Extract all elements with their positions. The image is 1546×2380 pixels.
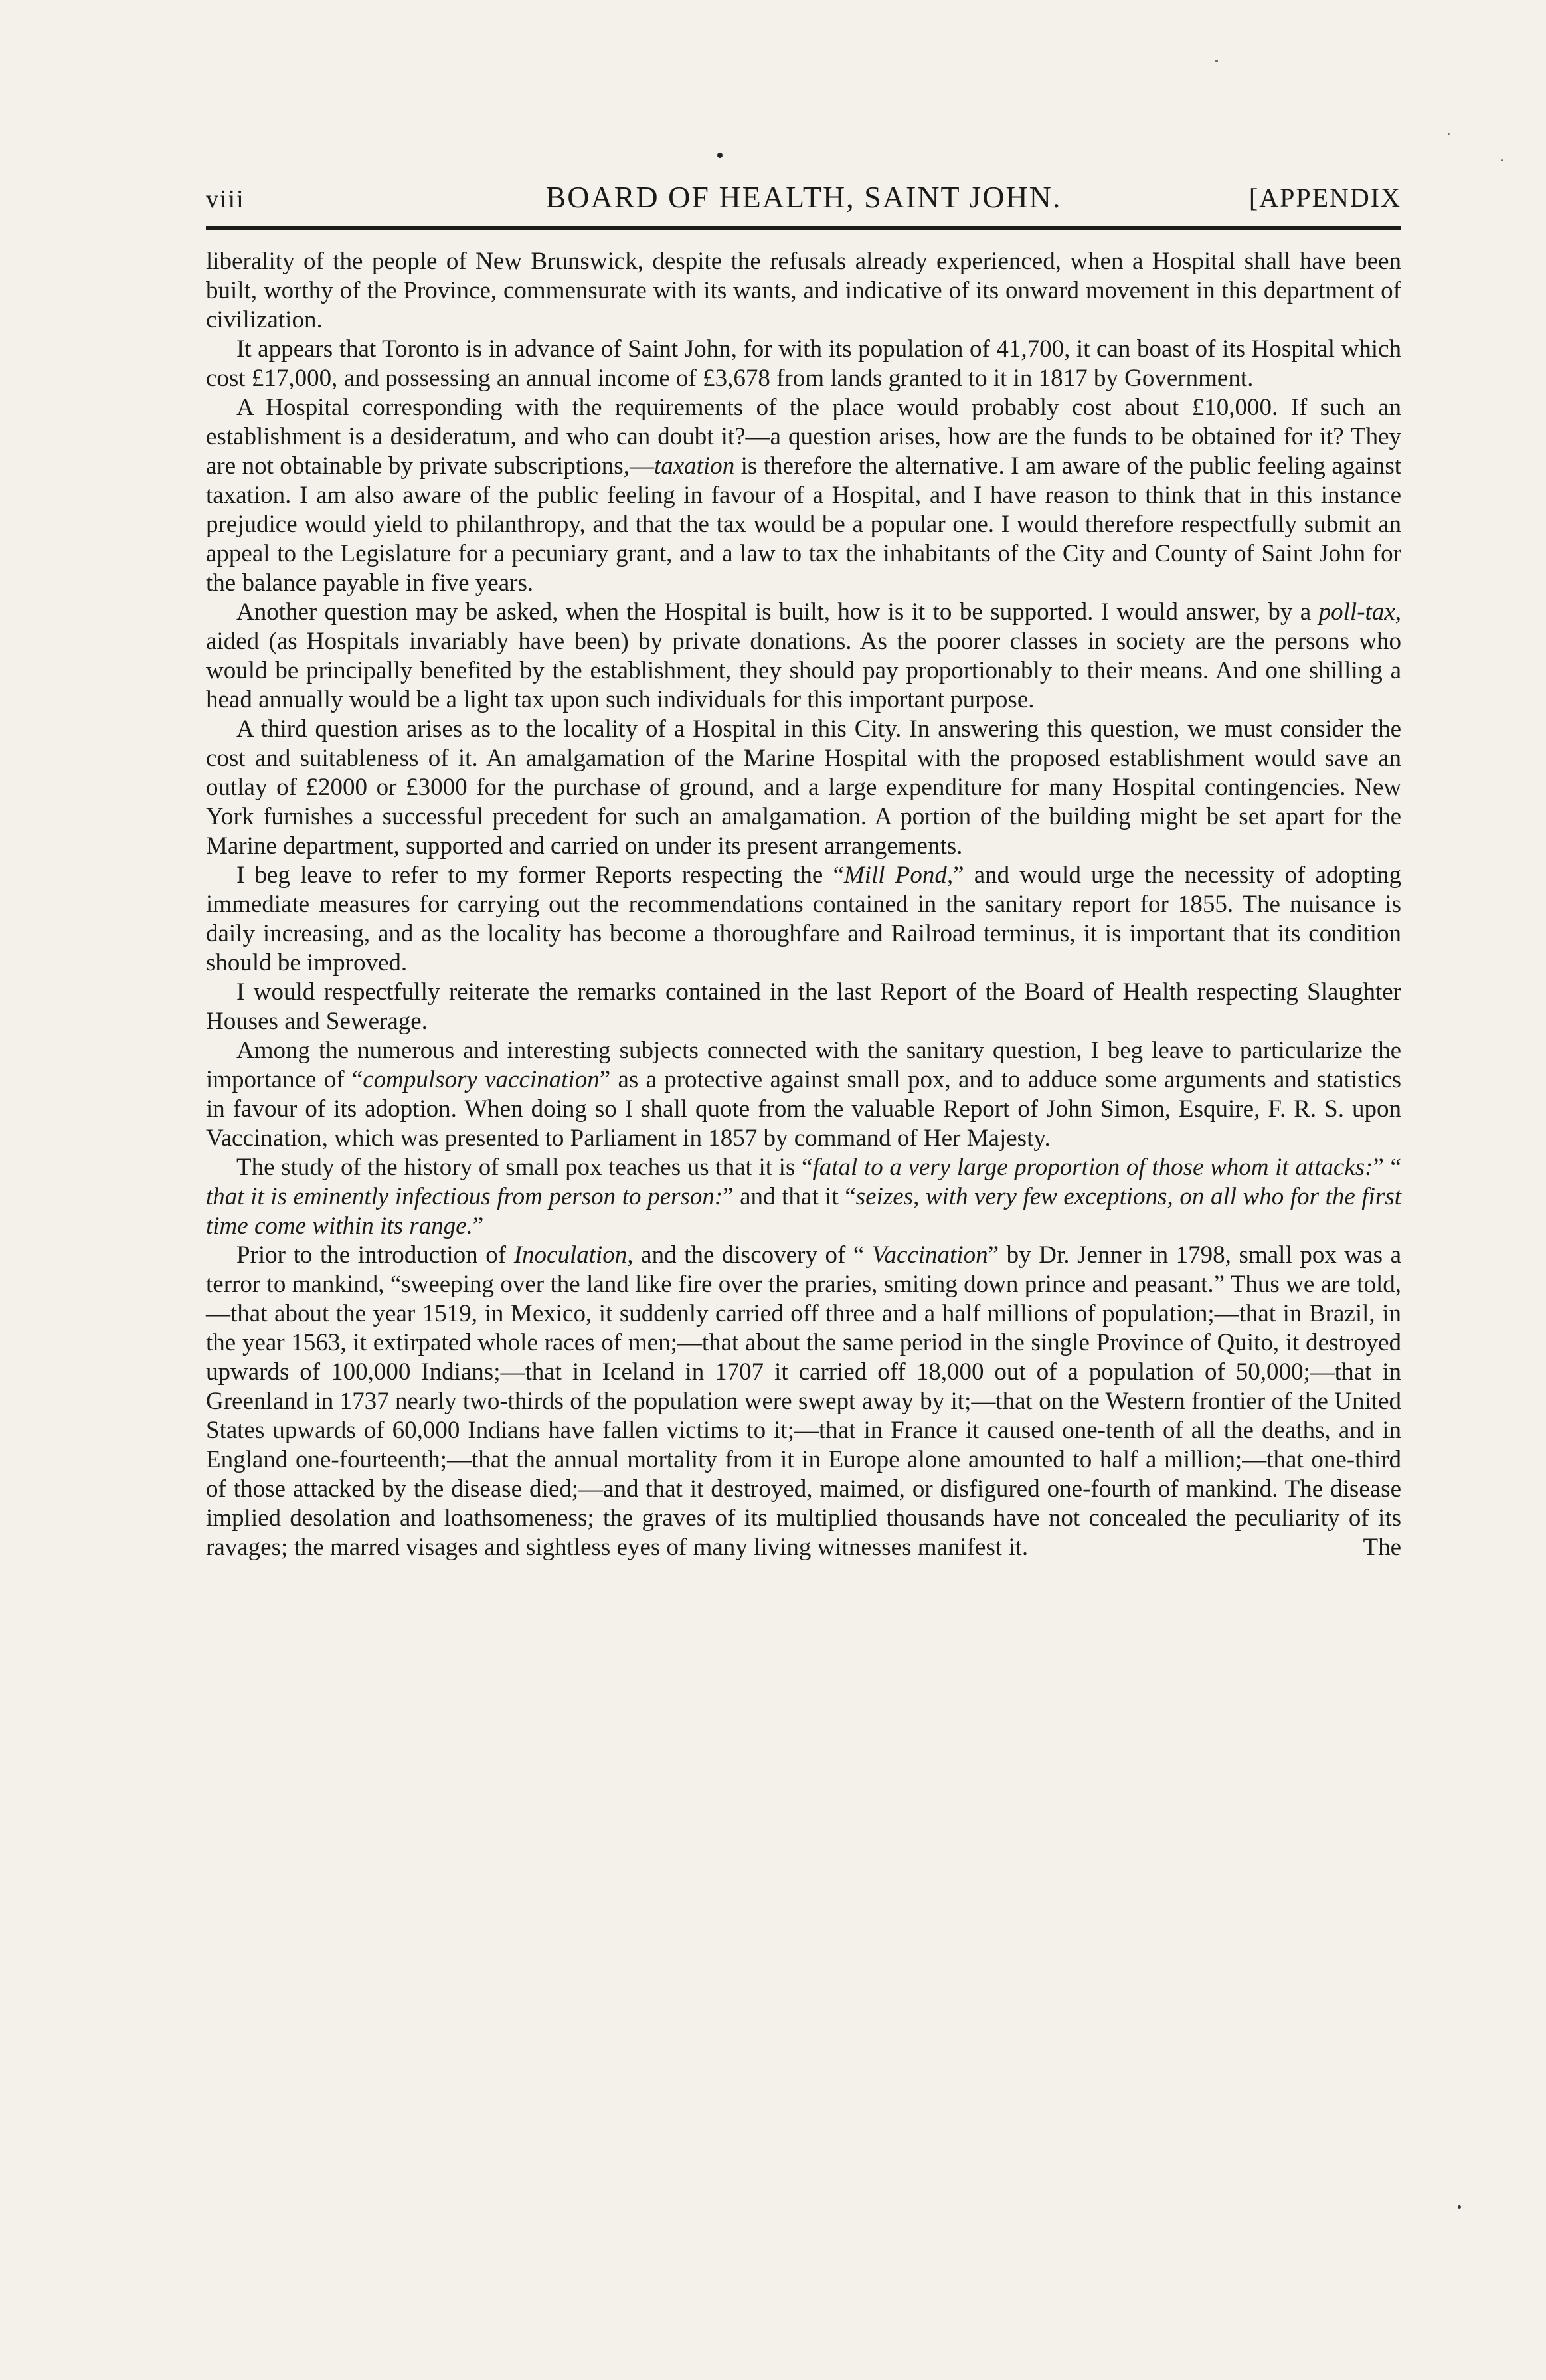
- text-run: It appears that Toronto is in advance of Saint John, for with its population of 41,700, it can boast of its Hospital which cost £17,000, and possessing an annual income of £3,678 from lands granted to it in 1817 by Government.: [206, 335, 1401, 392]
- italic-text: Inoculation,: [513, 1241, 634, 1269]
- running-title: BOARD OF HEALTH, SAINT JOHN.: [545, 180, 1062, 214]
- scan-speck: [1448, 133, 1450, 135]
- text-run: The study of the history of small pox teaches us that it is “: [236, 1154, 813, 1181]
- header-rule: [206, 226, 1401, 230]
- paragraph: [206, 978, 1401, 1036]
- text-run: Another question may be asked, when the Hospital is built, how is it to be supported. I would answer, by a: [236, 598, 1319, 626]
- text-run: A third question arises as to the locality of a Hospital in this City. In answering this question, we must consider the cost and suitableness of it. An amalgamation of the Marine Hospital with the proposed establishment would save an outlay of £2000 or £3000 for the purchase of ground, and a large expenditure for many Hospital contingencies. New York furnishes a successful precedent for such an amalgamation. A portion of the building might be set apart for the Marine department, supported and carried on under its present arrangements.: [206, 715, 1401, 860]
- paragraph: [206, 1241, 1401, 1562]
- paragraph: [206, 715, 1401, 861]
- paragraph: [206, 247, 1401, 335]
- paragraph: [206, 598, 1401, 715]
- paragraph: [206, 393, 1401, 598]
- text-run: A Hospital corresponding with the requirements of the place would probably cost about £10,000. If such an establishment is a desideratum, and who can doubt it?—a question arises, how are the funds to be obtained for it? They are not obtainable by private subscriptions,—: [206, 394, 1401, 480]
- italic-text: poll-tax,: [1318, 598, 1401, 626]
- paragraph: [206, 861, 1401, 978]
- text-run: ” as a protective against small pox, and to adduce some arguments and statistics in favour of its adoption. When doing so I shall quote from the valuable Report of John Simon, Esquire, F. R. S. upon Vaccination, which was presented to Parliament in 1857 by command of Her Majesty.: [206, 1066, 1402, 1152]
- text-run: ” by Dr. Jenner in 1798, small pox was a terror to mankind, “sweeping over the land like fire over the praries, smiting down prince and peasant.” Thus we are told,—that about the year 1519, in Mexico, it suddenly carried off three and a half millions of population;—that in Brazil, in the year 1563, it extirpated whole races of men;—that about the same period in the single Province of Quito, it destroyed upwards of 100,000 Indians;—that in Iceland in 1707 it carried off 18,000 out of a population of 50,000;—that in Greenland in 1737 nearly two-thirds of the population were swept away by it;—that on the Western frontier of the United States upwards of 60,000 Indians have fallen victims to it;—that in France it caused one-tenth of all the deaths, and in England one-fourteenth;—that the annual mortality from it in Europe alone amounted to half a million;—that one-third of those attacked by the disease died;—and that it destroyed, maimed, or disfigured one-fourth of mankind. The disease implied desolation and loathsomeness; the graves of its multiplied thousands have not concealed the peculiarity of its ravages; the marred visages and sightless eyes of many living witnesses manifest it.: [206, 1241, 1401, 1561]
- text-run: ” “: [1373, 1154, 1401, 1181]
- page-header: [206, 179, 1401, 219]
- page-folio: viii: [206, 185, 245, 213]
- body-text: [206, 247, 1401, 1562]
- text-run: Prior to the introduction of: [236, 1241, 514, 1269]
- text-run: and the discovery of “: [633, 1241, 872, 1269]
- text-run: ”: [472, 1212, 484, 1239]
- scan-speck: [717, 153, 723, 158]
- paragraph: [206, 335, 1401, 393]
- text-run: ” and would urge the necessity of adopting immediate measures for carrying out the recommendations contained in the sanitary report for 1855. The nuisance is daily increasing, and as the locality has become a thoroughfare and Railroad terminus, it is important that its condition should be improved.: [206, 862, 1401, 976]
- text-run: I beg leave to refer to my former Reports respecting the “: [236, 862, 844, 889]
- italic-text: compulsory vaccination: [363, 1066, 600, 1093]
- text-run: is therefore the alternative. I am aware of the public feeling against taxation. I am also aware of the public feeling in favour of a Hospital, and I have reason to think that in this instance prejudice would yield to philanthropy, and that the tax would be a popular one. I would therefore respectfully submit an appeal to the Legislature for a pecuniary grant, and a law to tax the inhabitants of the City and County of Saint John for the balance payable in five years.: [206, 452, 1401, 596]
- section-label: [APPENDIX: [1248, 183, 1401, 213]
- italic-text: taxation: [653, 452, 735, 480]
- scan-speck: [1458, 2205, 1461, 2209]
- paragraph: [206, 1153, 1401, 1241]
- text-run: Among the numerous and interesting subjects connected with the sanitary question, I beg leave to particularize the importance of “: [206, 1037, 1401, 1093]
- italic-text: Vaccination: [871, 1241, 988, 1269]
- scan-speck: [1501, 159, 1503, 161]
- italic-text: fatal to a very large proportion of those whom it attacks:: [812, 1154, 1373, 1181]
- text-run: ” and that it “: [723, 1183, 856, 1210]
- text-run: aided (as Hospitals invariably have been) by private donations. As the poorer classes in society are the persons who would be principally benefited by the establishment, they should pay proportionably to their means. And one shilling a head annually would be a light tax upon such individuals for this important purpose.: [206, 628, 1401, 713]
- paragraph: [206, 1036, 1401, 1153]
- text-run: liberality of the people of New Brunswick, despite the refusals already experienced, when a Hospital shall have been built, worthy of the Province, commensurate with its wants, and indicative of its onward movement in this department of civilization.: [206, 248, 1401, 333]
- italic-text: that it is eminently infectious from person to person:: [206, 1183, 723, 1210]
- italic-text: seizes, with very few exceptions, on all who for the first time come within its range.: [206, 1183, 1401, 1239]
- scan-speck: [1215, 60, 1218, 62]
- text-run: I would respectfully reiterate the remarks contained in the last Report of the Board of Health respecting Slaughter Houses and Sewerage.: [206, 978, 1401, 1035]
- italic-text: Mill Pond,: [843, 862, 954, 889]
- catchword: The: [1363, 1534, 1401, 1561]
- book-page: [206, 179, 1401, 2365]
